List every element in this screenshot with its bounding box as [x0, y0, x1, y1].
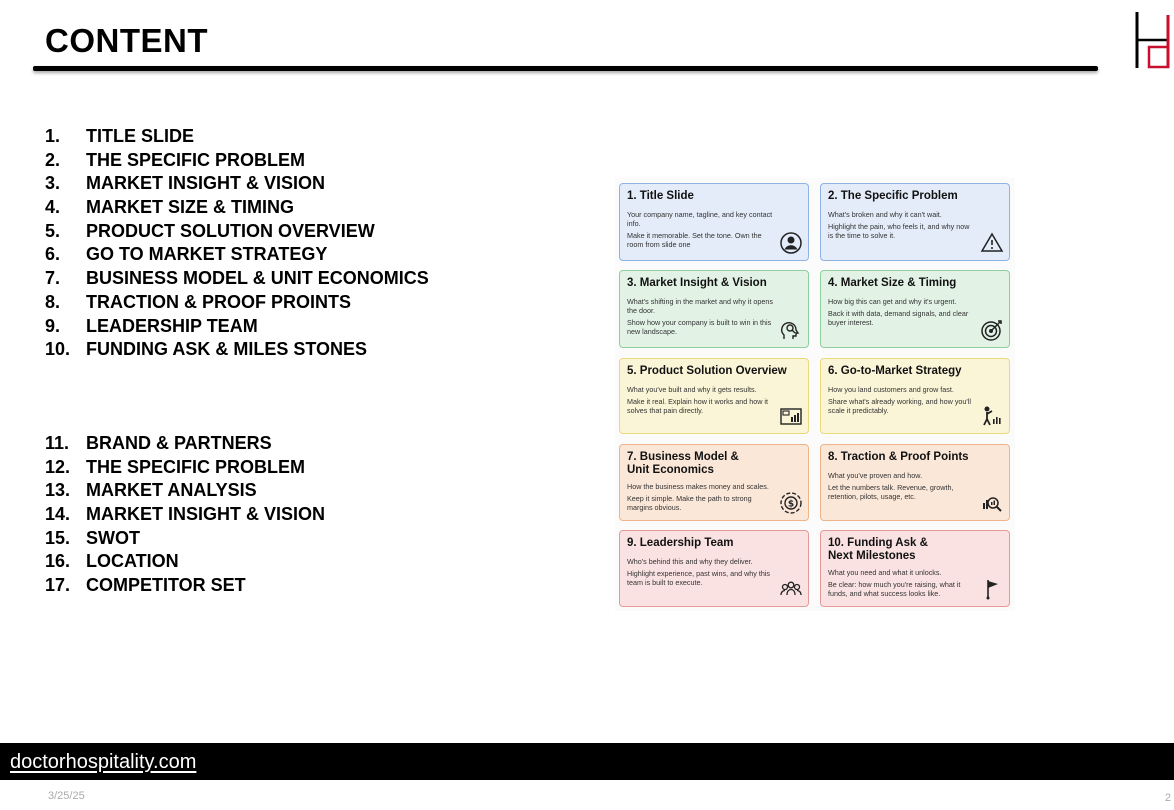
card-title: 3. Market Insight & Vision: [627, 277, 767, 289]
flag-icon: [980, 577, 1004, 601]
toc-item: 14. MARKET INSIGHT & VISION: [45, 504, 326, 525]
card-description: What's shifting in the market and why it opens the door.: [627, 297, 773, 315]
slide-date: 3/25/25: [48, 790, 85, 802]
toc-item: 4. MARKET SIZE & TIMING: [45, 197, 294, 218]
card-market-insight: [619, 270, 809, 348]
brand-logo-icon: [1132, 10, 1172, 70]
card-title-slide: [619, 183, 809, 261]
card-tip: Highlight experience, past wins, and why this team is built to execute.: [627, 569, 771, 587]
person-icon: [779, 231, 803, 255]
card-description: Who's behind this and why they deliver.: [627, 557, 753, 566]
toc-item: 11. BRAND & PARTNERS: [45, 433, 272, 453]
card-title: 9. Leadership Team: [627, 537, 734, 549]
card-title: 5. Product Solution Overview: [627, 365, 787, 377]
card-specific-problem: [820, 183, 1010, 261]
title-divider: [33, 66, 1098, 71]
warning-icon: [980, 231, 1004, 255]
toc-item: 8. TRACTION & PROOF PROINTS: [45, 291, 351, 312]
card-description: How the business makes money and scales.: [627, 482, 769, 491]
page-title: CONTENT: [45, 22, 208, 59]
card-title: 8. Traction & Proof Points: [828, 451, 969, 463]
card-market-size: [820, 270, 1010, 348]
website-link[interactable]: doctorhospitality.com: [10, 751, 197, 773]
insight-head-icon: [779, 318, 803, 342]
toc-item: 15. SWOT: [45, 527, 140, 548]
toc-item: 6. GO TO MARKET STRATEGY: [45, 244, 328, 265]
card-traction: [820, 444, 1010, 521]
card-product-solution: [619, 358, 809, 434]
team-icon: [779, 577, 803, 601]
toc-item: 16. LOCATION: [45, 551, 179, 572]
card-title: 7. Business Model & Unit Economics: [627, 451, 739, 476]
card-title: 10. Funding Ask & Next Milestones: [828, 537, 928, 562]
card-go-to-market: [820, 358, 1010, 434]
toc-item: 12. THE SPECIFIC PROBLEM: [45, 456, 306, 477]
card-tip: Let the numbers talk. Revenue, growth, retention, pilots, usage, etc.: [828, 483, 954, 501]
toc-item: 7. BUSINESS MODEL & UNIT ECONOMICS: [45, 268, 429, 289]
card-description: What you've built and why it gets results.: [627, 385, 757, 394]
footer-bar: [0, 743, 1174, 780]
card-tip: Make it memorable. Set the tone. Own the room from slide one: [627, 231, 762, 249]
target-icon: [980, 318, 1004, 342]
card-tip: Highlight the pain, who feels it, and why now is the time to solve it.: [828, 222, 970, 240]
card-tip: Show how your company is built to win in this new landscape.: [627, 318, 772, 336]
toc-item: 5. PRODUCT SOLUTION OVERVIEW: [45, 220, 375, 241]
toc-item: 13. MARKET ANALYSIS: [45, 480, 257, 501]
toc-item: 9. LEADERSHIP TEAM: [45, 315, 258, 336]
card-title: 1. Title Slide: [627, 190, 694, 202]
card-funding-ask: [820, 530, 1010, 607]
card-tip: Back it with data, demand signals, and clear buyer interest.: [828, 309, 969, 327]
card-description: What's broken and why it can't wait.: [828, 210, 942, 219]
dashboard-icon: [779, 404, 803, 428]
card-tip: Keep it simple. Make the path to strong margins obvious.: [627, 494, 752, 512]
presenter-icon: [980, 404, 1004, 428]
page-number: 2: [1164, 792, 1171, 804]
toc-item: 2. THE SPECIFIC PROBLEM: [45, 149, 306, 170]
card-description: How big this can get and why it's urgent.: [828, 297, 957, 306]
money-cycle-icon: [779, 491, 803, 515]
card-description: How you land customers and grow fast.: [828, 385, 954, 394]
card-title: 4. Market Size & Timing: [828, 277, 957, 289]
table-of-contents-secondary: [45, 432, 325, 598]
card-tip: Make it real. Explain how it works and how it solves that pain directly.: [627, 397, 769, 415]
table-of-contents-primary: [45, 125, 429, 362]
toc-item: 3. MARKET INSIGHT & VISION: [45, 173, 326, 194]
card-tip: Be clear: how much you're raising, what it funds, and what success looks like.: [828, 580, 961, 598]
card-description: What you've proven and how.: [828, 471, 923, 480]
toc-item: 10. FUNDING ASK & MILES STONES: [45, 339, 368, 360]
toc-item: 17. COMPETITOR SET: [45, 575, 246, 596]
card-business-model: [619, 444, 809, 521]
card-description: Your company name, tagline, and key contact info.: [627, 210, 773, 228]
pitch-deck-overview-graphic: [615, 178, 1015, 611]
svg-text:$: $: [787, 499, 795, 510]
card-title: 2. The Specific Problem: [828, 190, 958, 202]
card-title: 6. Go-to-Market Strategy: [828, 365, 962, 377]
card-tip: Share what's already working, and how you'll scale it predictably.: [828, 397, 971, 415]
toc-item: 1. TITLE SLIDE: [45, 126, 194, 146]
chart-search-icon: [980, 491, 1004, 515]
card-leadership-team: [619, 530, 809, 607]
card-description: What you need and what it unlocks.: [828, 568, 942, 577]
